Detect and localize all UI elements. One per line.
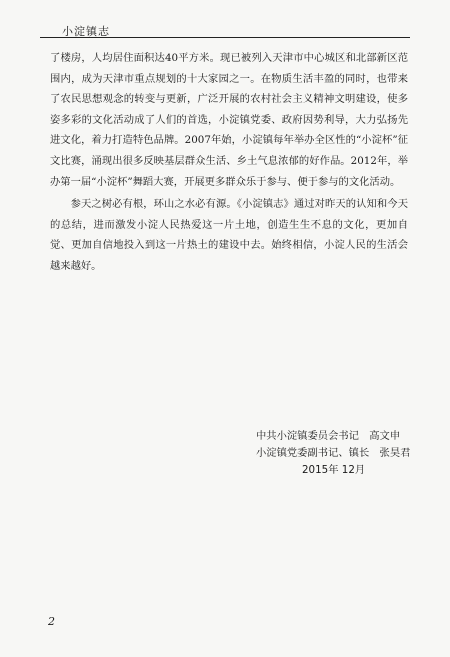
page-number: 2: [48, 615, 55, 628]
body-text: [50, 48, 408, 277]
signature-line-mayor: 小淀镇党委副书记、镇长 张昊君: [256, 447, 411, 459]
running-header-title: 小淀镇志: [62, 25, 110, 38]
signature-block: [256, 428, 410, 479]
header-rule: [40, 37, 410, 38]
paragraph-closing: 参天之树必有根，环山之水必有源。《小淀镇志》通过对昨天的认知和今天的总结，进而激发小淀人民热爱这一片土地，创造生生不息的文化，更加自觉、更加自信地投入到这一片热土的建设中去。始终相信，小淀人民的生活会越来越好。: [50, 198, 408, 272]
signature-date: 2015年 12月: [302, 464, 366, 476]
signature-line-party-secretary: 中共小淀镇委员会书记 高文申: [256, 430, 401, 442]
paragraph-continued: 了楼房，人均居住面积达40平方米。现已被列入天津市中心城区和北部新区范围内，成为天津市重点规划的十大家园之一。在物质生活丰盈的同时，也带来了农民思想观念的转变与更新，广泛开展的农村社会主义精神文明建设，使多姿多彩的文化活动成了人们的首选，小淀镇党委、政府因势利导，大力弘扬先进文化，着力打造特色品牌。2007年始，小淀镇每年举办全区性的“小淀杯”征文比赛，涌现出很多反映基层群众生活、乡土气息浓郁的好作品。2012年，举办第一届“小淀杯”舞蹈大赛，开展更多群众乐于参与、便于参与的文化活动。: [50, 52, 408, 188]
